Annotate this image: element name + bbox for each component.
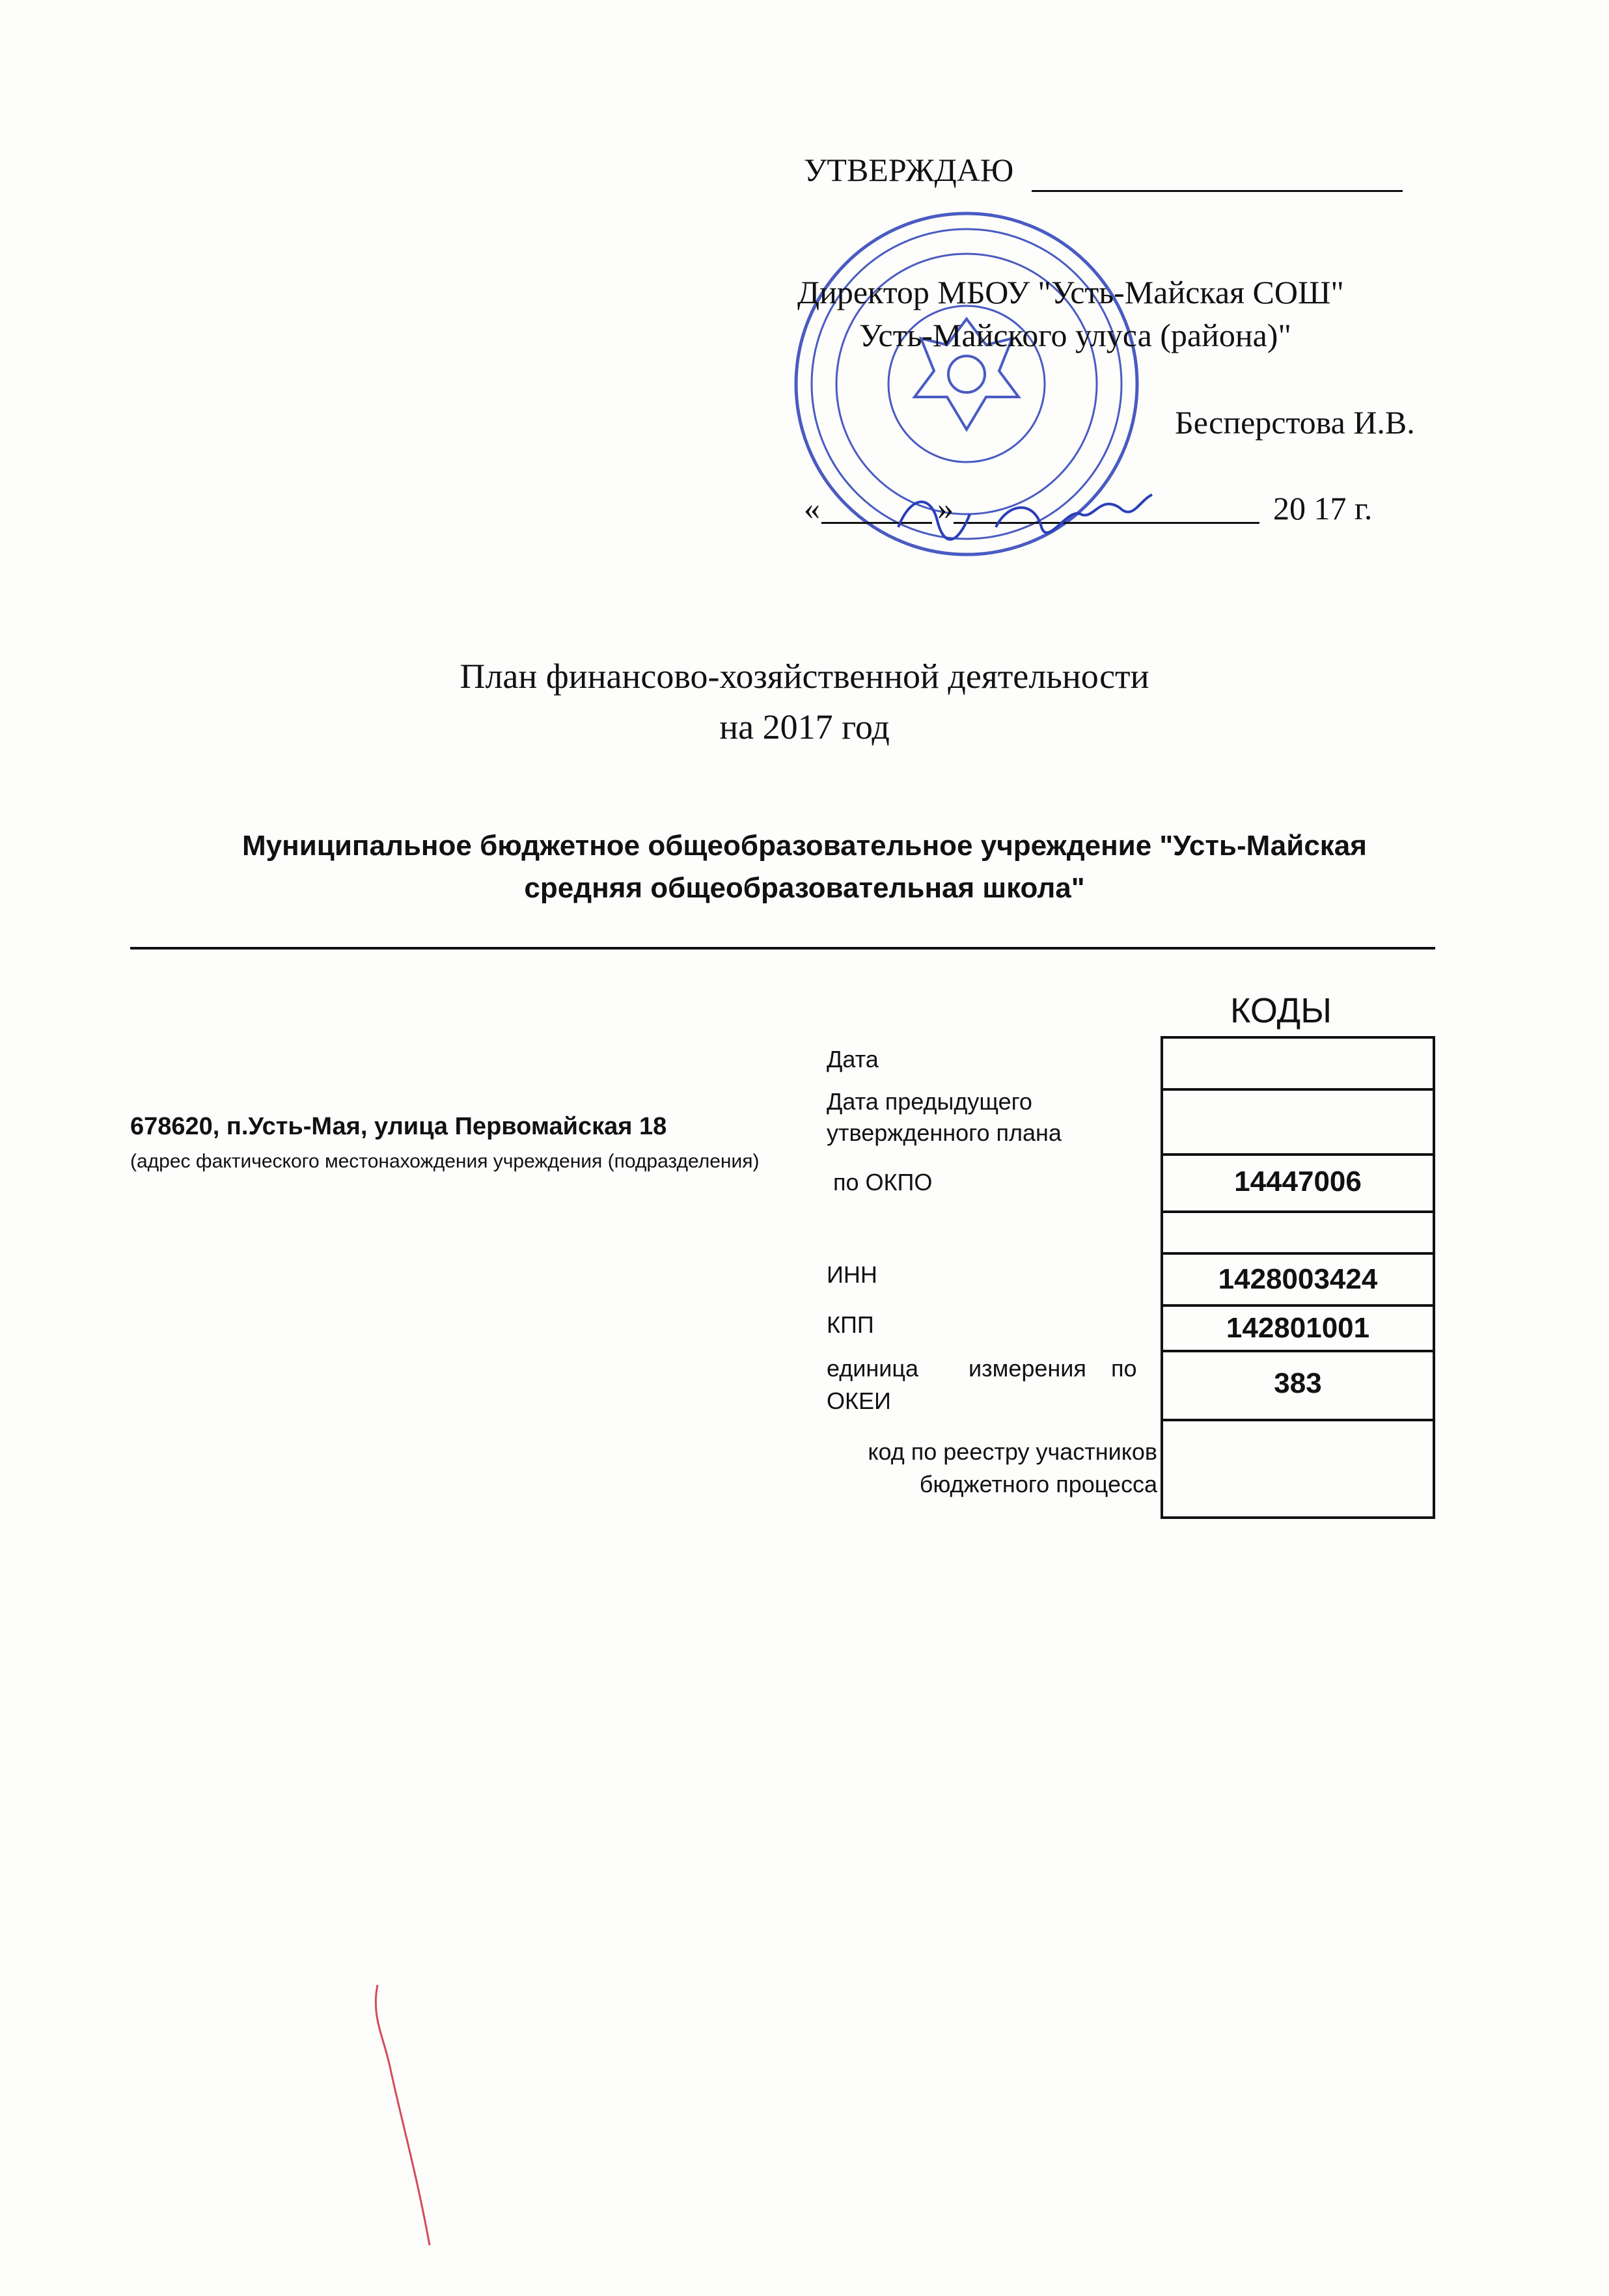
signer-name: Бесперстова И.В. <box>1175 404 1415 441</box>
approval-year: 20 17 г. <box>1273 490 1373 526</box>
code-value-blank <box>1163 1210 1433 1252</box>
code-label-date: Дата <box>827 1046 879 1073</box>
code-label-okei-word2: измерения <box>969 1355 1086 1382</box>
code-label-registry-line1: код по реестру участников <box>868 1438 1157 1465</box>
code-label-okpo: по ОКПО <box>827 1169 933 1196</box>
code-label-registry-line2: бюджетного процесса <box>919 1471 1157 1497</box>
code-value-inn: 1428003424 <box>1163 1252 1433 1304</box>
organization-name-line2: средняя общеобразовательная школа" <box>524 872 1085 904</box>
codes-table-bottom <box>1163 1516 1433 1519</box>
code-value-okei: 383 <box>1163 1350 1433 1415</box>
document-subtitle: на 2017 год <box>719 707 890 746</box>
director-title-line2: Усть-Майского улуса (района)" <box>859 317 1291 353</box>
code-label-prev-date-line1: Дата предыдущего <box>827 1088 1032 1115</box>
director-title-line1: Директор МБОУ "Усть-Майская СОШ" <box>797 274 1344 310</box>
code-value-prev-date <box>1163 1088 1433 1156</box>
address-note: (адрес фактического местонахождения учреждения (подразделения) <box>130 1151 760 1172</box>
code-value-okpo: 14447006 <box>1163 1153 1433 1208</box>
code-value-date <box>1163 1036 1433 1088</box>
document-title: План финансово-хозяйственной деятельности <box>460 657 1149 696</box>
address-value: 678620, п.Усть-Мая, улица Первомайская 18 <box>130 1113 667 1140</box>
handwritten-date-icon <box>885 469 1159 560</box>
approval-date-open-quote: « <box>804 490 820 526</box>
organization-rule <box>130 947 1435 950</box>
approval-date-close-quote: » <box>937 490 954 526</box>
code-label-okei-line2: ОКЕИ <box>827 1387 891 1414</box>
code-value-registry <box>1163 1419 1433 1519</box>
code-label-inn: ИНН <box>827 1261 877 1288</box>
approve-label: УТВЕРЖДАЮ <box>804 152 1014 188</box>
codes-title: КОДЫ <box>1230 991 1332 1030</box>
approve-signature-line <box>1032 190 1403 192</box>
organization-name-line1: Муниципальное бюджетное общеобразовательное учреждение "Усть-Майская <box>242 830 1367 862</box>
code-label-prev-date-line2: утвержденного плана <box>827 1119 1062 1146</box>
code-label-okei-word3: по <box>1111 1355 1137 1382</box>
code-label-kpp: КПП <box>827 1311 874 1338</box>
code-value-kpp: 142801001 <box>1163 1304 1433 1350</box>
codes-table <box>1161 1036 1435 1519</box>
red-pen-mark-icon <box>364 1978 443 2252</box>
code-label-okei-word1: единица <box>827 1355 918 1382</box>
